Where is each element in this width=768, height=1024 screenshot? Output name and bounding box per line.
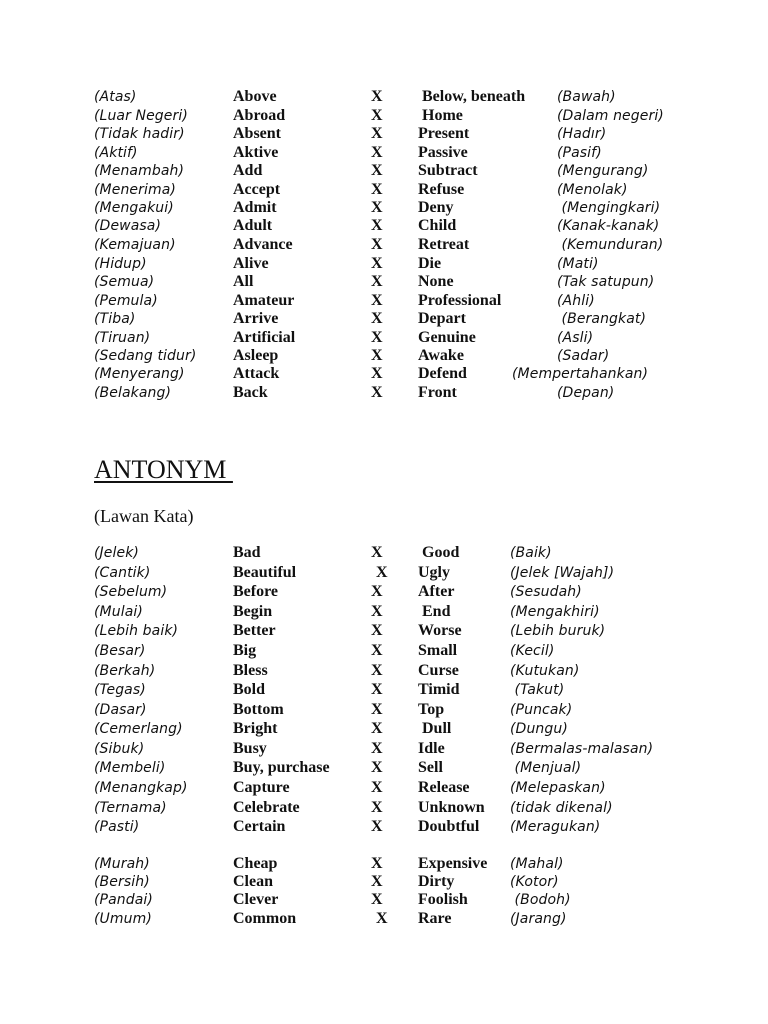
indonesian-term: (Dasar) (94, 702, 147, 718)
english-word: Amateur (233, 292, 295, 309)
versus-mark: X (371, 759, 383, 776)
english-word: Abroad (233, 107, 286, 124)
indonesian-term: (Aktif) (94, 145, 138, 161)
english-word: Aktive (233, 144, 279, 161)
indonesian-term: (Tiruan) (94, 330, 151, 346)
antonym-indonesian-term: (Depan) (557, 385, 615, 401)
antonym-word: Top (418, 701, 445, 718)
antonym-indonesian-term: (Asli) (557, 330, 594, 346)
english-word: Add (233, 162, 263, 179)
antonym-word: Die (418, 255, 442, 272)
versus-mark: X (371, 144, 383, 161)
indonesian-term: (Atas) (94, 89, 137, 105)
antonym-row (0, 181, 768, 199)
versus-mark: X (371, 855, 383, 872)
indonesian-term: (Umum) (94, 911, 152, 927)
antonym-word: Timid (418, 681, 460, 698)
antonym-row (0, 603, 768, 621)
antonym-word: Expensive (418, 855, 488, 872)
antonym-word: After (418, 583, 455, 600)
english-word: Common (233, 910, 297, 927)
english-word: Beautiful (233, 564, 297, 581)
antonym-row (0, 162, 768, 180)
english-word: Busy (233, 740, 267, 757)
antonym-row (0, 236, 768, 254)
versus-mark: X (371, 818, 383, 835)
antonym-row (0, 292, 768, 310)
antonym-indonesian-term: (Takut) (510, 682, 565, 698)
antonym-row (0, 779, 768, 797)
versus-mark: X (371, 799, 383, 816)
english-word: Capture (233, 779, 290, 796)
versus-mark: X (371, 891, 383, 908)
english-word: Absent (233, 125, 282, 142)
antonym-word: Rare (418, 910, 452, 927)
antonym-word: Home (418, 107, 463, 124)
antonym-row (0, 564, 768, 582)
antonym-word: Subtract (418, 162, 478, 179)
antonym-indonesian-term: (Kutukan) (510, 663, 580, 679)
antonym-indonesian-term: (Bodoh) (510, 892, 571, 908)
antonym-row (0, 125, 768, 143)
antonym-row (0, 910, 768, 928)
versus-mark: X (371, 603, 383, 620)
versus-mark: X (376, 910, 388, 927)
english-word: Clean (233, 873, 273, 890)
english-word: Admit (233, 199, 277, 216)
versus-mark: X (371, 681, 383, 698)
indonesian-term: (Berkah) (94, 663, 156, 679)
indonesian-term: (Tiba) (94, 311, 136, 327)
antonym-indonesian-term: (Menjual) (510, 760, 582, 776)
indonesian-term: (Murah) (94, 856, 150, 872)
antonym-word: Foolish (418, 891, 468, 908)
versus-mark: X (371, 642, 383, 659)
antonym-row (0, 107, 768, 125)
antonym-indonesian-term: (Puncak) (510, 702, 573, 718)
antonym-word: Awake (418, 347, 464, 364)
antonym-indonesian-term: (Kecil) (510, 643, 555, 659)
antonym-row (0, 855, 768, 873)
versus-mark: X (371, 255, 383, 272)
english-word: Back (233, 384, 268, 401)
antonym-indonesian-term: (Berangkat) (557, 311, 647, 327)
indonesian-term: (Mengakui) (94, 200, 174, 216)
antonym-row (0, 642, 768, 660)
indonesian-term: (Jelek) (94, 545, 139, 561)
antonym-row (0, 740, 768, 758)
indonesian-term: (Belakang) (94, 385, 172, 401)
english-word: Cheap (233, 855, 278, 872)
antonym-indonesian-term: (Mempertahankan) (512, 366, 649, 382)
antonym-indonesian-term: (Kotor) (510, 874, 559, 890)
antonym-indonesian-term: (Dungu) (510, 721, 568, 737)
antonym-indonesian-term: (Pasif) (557, 145, 602, 161)
versus-mark: X (371, 162, 383, 179)
indonesian-term: (Kemajuan) (94, 237, 176, 253)
antonym-row (0, 310, 768, 328)
antonym-indonesian-term: (tidak dikenal) (510, 800, 613, 816)
english-word: Adult (233, 217, 273, 234)
antonym-word: Good (418, 544, 460, 561)
antonym-row (0, 818, 768, 836)
antonym-row (0, 384, 768, 402)
page-heading: ANTONYM (94, 455, 233, 484)
antonym-indonesian-term: (Lebih buruk) (510, 623, 606, 639)
antonym-row (0, 329, 768, 347)
versus-mark: X (371, 544, 383, 561)
indonesian-term: (Hidup) (94, 256, 147, 272)
versus-mark: X (371, 720, 383, 737)
english-word: Accept (233, 181, 281, 198)
antonym-word: Front (418, 384, 457, 401)
antonym-indonesian-term: (Dalam negeri) (557, 108, 664, 124)
indonesian-term: (Pandai) (94, 892, 153, 908)
antonym-indonesian-term: (Jarang) (510, 911, 567, 927)
antonym-indonesian-term: (Jelek [Wajah]) (510, 565, 615, 581)
antonym-indonesian-term: (Menolak) (557, 182, 628, 198)
indonesian-term: (Menangkap) (94, 780, 188, 796)
antonym-word: Professional (418, 292, 502, 309)
antonym-indonesian-term: (Mengurang) (557, 163, 649, 179)
english-word: Begin (233, 603, 273, 620)
indonesian-term: (Dewasa) (94, 218, 162, 234)
versus-mark: X (371, 583, 383, 600)
english-word: Advance (233, 236, 293, 253)
antonym-row (0, 622, 768, 640)
antonym-row (0, 583, 768, 601)
versus-mark: X (371, 273, 383, 290)
versus-mark: X (371, 701, 383, 718)
versus-mark: X (371, 199, 383, 216)
antonym-indonesian-term: (Melepaskan) (510, 780, 606, 796)
antonym-word: Retreat (418, 236, 470, 253)
antonym-word: Present (418, 125, 470, 142)
versus-mark: X (371, 217, 383, 234)
antonym-row (0, 720, 768, 738)
indonesian-term: (Pemula) (94, 293, 158, 309)
antonym-indonesian-term: (Kemunduran) (557, 237, 664, 253)
antonym-indonesian-term: (Hadır) (557, 126, 607, 142)
indonesian-term: (Cantik) (94, 565, 151, 581)
antonym-row (0, 799, 768, 817)
indonesian-term: (Luar Negeri) (94, 108, 188, 124)
antonym-indonesian-term: (Sadar) (557, 348, 610, 364)
antonym-word: Passive (418, 144, 468, 161)
versus-mark: X (371, 107, 383, 124)
antonym-word: Doubtful (418, 818, 480, 835)
english-word: Arrive (233, 310, 279, 327)
versus-mark: X (376, 564, 388, 581)
indonesian-term: (Ternama) (94, 800, 167, 816)
antonym-indonesian-term: (Ahli) (557, 293, 595, 309)
versus-mark: X (371, 329, 383, 346)
antonym-row (0, 759, 768, 777)
versus-mark: X (371, 622, 383, 639)
versus-mark: X (371, 873, 383, 890)
antonym-row (0, 273, 768, 291)
antonym-indonesian-term: (Bawah) (557, 89, 616, 105)
english-word: Buy, purchase (233, 759, 330, 776)
indonesian-term: (Mulai) (94, 604, 143, 620)
english-word: Big (233, 642, 257, 659)
english-word: Before (233, 583, 279, 600)
english-word: Clever (233, 891, 279, 908)
indonesian-term: (Menyerang) (94, 366, 185, 382)
indonesian-term: (Sibuk) (94, 741, 145, 757)
antonym-word: Dirty (418, 873, 455, 890)
indonesian-term: (Menerima) (94, 182, 176, 198)
indonesian-term: (Menambah) (94, 163, 185, 179)
antonym-word: Release (418, 779, 470, 796)
antonym-word: Idle (418, 740, 445, 757)
versus-mark: X (371, 310, 383, 327)
antonym-word: End (418, 603, 451, 620)
english-word: Better (233, 622, 276, 639)
antonym-indonesian-term: (Sesudah) (510, 584, 582, 600)
antonym-row (0, 347, 768, 365)
antonym-indonesian-term: (Bermalas-malasan) (510, 741, 654, 757)
antonym-row (0, 662, 768, 680)
indonesian-term: (Pasti) (94, 819, 140, 835)
indonesian-term: (Tegas) (94, 682, 146, 698)
antonym-row (0, 681, 768, 699)
antonym-row (0, 255, 768, 273)
versus-mark: X (371, 292, 383, 309)
antonym-word: Worse (418, 622, 462, 639)
antonym-word: Child (418, 217, 457, 234)
english-word: Bold (233, 681, 266, 698)
indonesian-term: (Sedang tidur) (94, 348, 197, 364)
antonym-word: Ugly (418, 564, 450, 581)
antonym-word: Refuse (418, 181, 465, 198)
indonesian-term: (Cemerlang) (94, 721, 183, 737)
antonym-word: Depart (418, 310, 466, 327)
versus-mark: X (371, 181, 383, 198)
antonym-indonesian-term: (Kanak-kanak) (557, 218, 660, 234)
antonym-indonesian-term: (Mengakhiri) (510, 604, 600, 620)
antonym-row (0, 891, 768, 909)
versus-mark: X (371, 125, 383, 142)
antonym-row (0, 88, 768, 106)
versus-mark: X (371, 88, 383, 105)
indonesian-term: (Sebelum) (94, 584, 168, 600)
versus-mark: X (371, 662, 383, 679)
indonesian-term: (Membeli) (94, 760, 166, 776)
indonesian-term: (Tidak hadir) (94, 126, 185, 142)
english-word: Asleep (233, 347, 279, 364)
antonym-indonesian-term: (Mengingkari) (557, 200, 661, 216)
antonym-row (0, 544, 768, 562)
indonesian-term: (Semua) (94, 274, 155, 290)
antonym-word: Below, beneath (418, 88, 526, 105)
english-word: All (233, 273, 254, 290)
versus-mark: X (371, 384, 383, 401)
antonym-indonesian-term: (Mahal) (510, 856, 564, 872)
indonesian-term: (Bersih) (94, 874, 150, 890)
indonesian-term: (Lebih baik) (94, 623, 179, 639)
antonym-word: Small (418, 642, 458, 659)
english-word: Above (233, 88, 277, 105)
english-word: Celebrate (233, 799, 300, 816)
english-word: Bright (233, 720, 278, 737)
page-subheading: (Lawan Kata) (94, 506, 194, 526)
versus-mark: X (371, 236, 383, 253)
english-word: Bad (233, 544, 261, 561)
english-word: Attack (233, 365, 280, 382)
indonesian-term: (Besar) (94, 643, 146, 659)
antonym-indonesian-term: (Baik) (510, 545, 552, 561)
antonym-word: Genuine (418, 329, 476, 346)
english-word: Certain (233, 818, 286, 835)
english-word: Alive (233, 255, 269, 272)
versus-mark: X (371, 365, 383, 382)
antonym-row (0, 365, 768, 383)
antonym-word: Sell (418, 759, 443, 776)
antonym-row (0, 873, 768, 891)
versus-mark: X (371, 779, 383, 796)
antonym-indonesian-term: (Tak satupun) (557, 274, 655, 290)
antonym-indonesian-term: (Meragukan) (510, 819, 601, 835)
versus-mark: X (371, 347, 383, 364)
antonym-row (0, 217, 768, 235)
antonym-word: Curse (418, 662, 459, 679)
english-word: Bottom (233, 701, 284, 718)
antonym-indonesian-term: (Mati) (557, 256, 599, 272)
antonym-row (0, 144, 768, 162)
antonym-word: None (418, 273, 454, 290)
antonym-word: Unknown (418, 799, 485, 816)
antonym-word: Defend (418, 365, 467, 382)
antonym-row (0, 199, 768, 217)
antonym-word: Deny (418, 199, 454, 216)
english-word: Bless (233, 662, 268, 679)
versus-mark: X (371, 740, 383, 757)
antonym-row (0, 701, 768, 719)
antonym-word: Dull (418, 720, 452, 737)
english-word: Artificial (233, 329, 296, 346)
